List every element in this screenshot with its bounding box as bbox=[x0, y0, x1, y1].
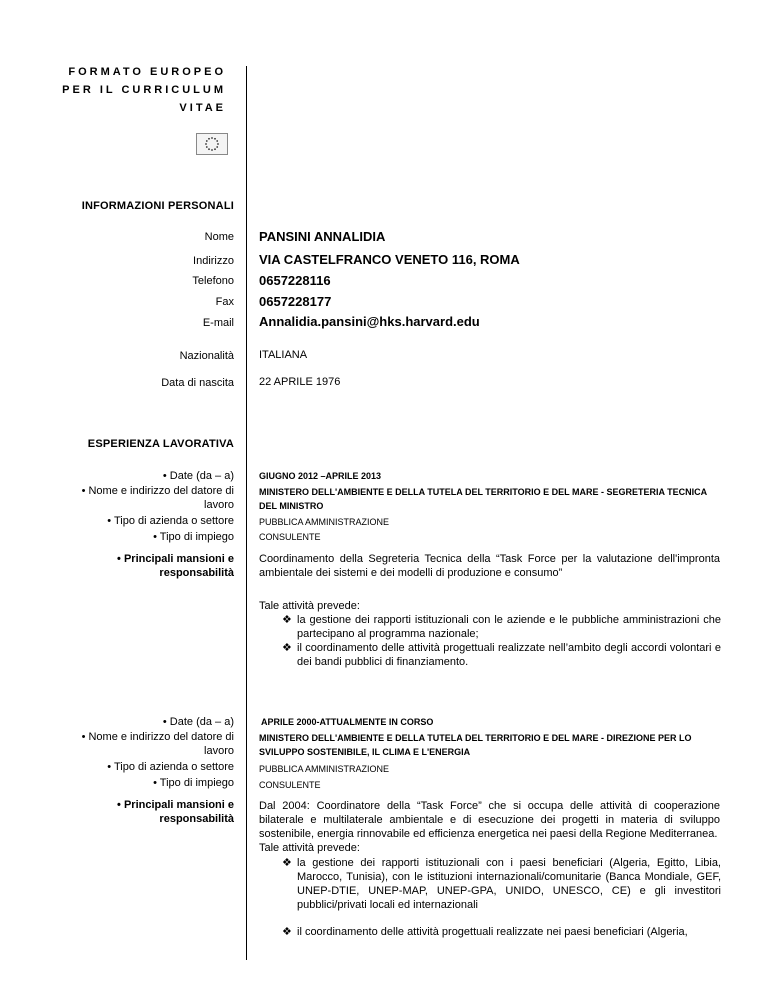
section-title-experience: ESPERIENZA LAVORATIVA bbox=[87, 438, 234, 450]
label-sector-1: • Tipo di azienda o settore bbox=[107, 515, 234, 527]
job-1-description: Coordinamento della Segreteria Tecnica della “Task Force per la valutazione dell'impronta ambientale dei sistemi e dei modelli di produzione e consumo” bbox=[259, 553, 720, 579]
label-telefono: Telefono bbox=[192, 275, 234, 287]
job-2-sector: PUBBLICA AMMINISTRAZIONE bbox=[259, 764, 390, 774]
label-employer-1: • Nome e indirizzo del datore di lavoro bbox=[81, 485, 234, 511]
job-2-intro: Tale attività prevede: bbox=[259, 842, 360, 854]
bullet-icon: ❖ bbox=[282, 926, 292, 938]
bullet-icon: ❖ bbox=[282, 857, 292, 869]
label-duties-2: • Principali mansioni e responsabilità bbox=[117, 799, 234, 825]
label-data-nascita: Data di nascita bbox=[161, 377, 234, 389]
value-telefono: 0657228116 bbox=[259, 273, 331, 288]
eu-flag-icon bbox=[196, 133, 228, 155]
job-2-bullet-1: la gestione dei rapporti istituzionali con i paesi beneficiari (Algeria, Egitto, Libia, Marocco, Tunisia), con le istituzioni internazionali/comunitarie (Banca Mondiale, GEF, UNEP-DTIE, UNEP-MAP, UNEP-GPA, UNIDO, UNESCO, CE) e gli investitori pubblici/privati locali ed internazionali bbox=[297, 857, 721, 911]
label-employer-2: • Nome e indirizzo del datore di lavoro bbox=[81, 731, 234, 757]
label-nome: Nome bbox=[204, 231, 234, 243]
bullet-icon: ❖ bbox=[282, 642, 292, 654]
label-sector-2: • Tipo di azienda o settore bbox=[107, 761, 234, 773]
cv-title-line-3: VITAE bbox=[179, 102, 226, 114]
value-data-nascita: 22 APRILE 1976 bbox=[259, 376, 341, 388]
value-nome: PANSINI ANNALIDIA bbox=[259, 229, 386, 244]
job-1-intro: Tale attività prevede: bbox=[259, 600, 360, 612]
label-indirizzo: Indirizzo bbox=[193, 255, 234, 267]
job-1-role-type: CONSULENTE bbox=[259, 532, 321, 542]
job-2-date: APRILE 2000-ATTUALMENTE IN CORSO bbox=[261, 717, 434, 727]
job-1-employer: MINISTERO DELL'AMBIENTE E DELLA TUTELA DEL TERRITORIO E DEL MARE - SEGRETERIA TECNICA DEL MINISTRO bbox=[259, 487, 707, 511]
value-nazionalita: ITALIANA bbox=[259, 349, 308, 361]
column-divider bbox=[246, 66, 247, 960]
cv-title-line-1: FORMATO EUROPEO bbox=[68, 66, 226, 78]
job-2-employer: MINISTERO DELL'AMBIENTE E DELLA TUTELA DEL TERRITORIO E DEL MARE - DIREZIONE PER LO SVILUPPO SOSTENIBILE, IL CLIMA E L'ENERGIA bbox=[259, 733, 692, 757]
label-role-type-2: • Tipo di impiego bbox=[153, 777, 234, 789]
label-nazionalita: Nazionalità bbox=[179, 350, 234, 362]
job-1-date: GIUGNO 2012 –APRILE 2013 bbox=[259, 471, 382, 481]
value-indirizzo: VIA CASTELFRANCO VENETO 116, ROMA bbox=[259, 252, 520, 267]
cv-title-line-2: PER IL CURRICULUM bbox=[62, 84, 226, 96]
bullet-icon: ❖ bbox=[282, 614, 292, 626]
value-email[interactable]: Annalidia.pansini@hks.harvard.edu bbox=[259, 314, 480, 329]
job-1-bullet-1: la gestione dei rapporti istituzionali con le aziende e le pubbliche amministrazioni che partecipano al programma nazionale; bbox=[297, 614, 721, 640]
job-2-role-type: CONSULENTE bbox=[259, 780, 321, 790]
label-date-1: • Date (da – a) bbox=[162, 470, 234, 482]
job-2-bullet-2: il coordinamento delle attività progettuali realizzate nei paesi beneficiari (Algeria, bbox=[297, 926, 688, 938]
label-role-type-1: • Tipo di impiego bbox=[153, 531, 234, 543]
value-fax: 0657228177 bbox=[259, 294, 332, 309]
label-email: E-mail bbox=[202, 317, 234, 329]
job-1-bullet-2: il coordinamento delle attività progettuali realizzate nell’ambito degli accordi volontari e dei bandi pubblici di finanziamento. bbox=[297, 642, 721, 668]
section-title-personal: INFORMAZIONI PERSONALI bbox=[81, 200, 234, 212]
job-2-description: Dal 2004: Coordinatore della “Task Force” che si occupa delle attività di cooperazione bilaterale e multilaterale ambientale e di esecuzione dei progetti in materia di sviluppo sostenibile, energia rinnovabile ed efficienza energetica nei paesi della Regione Mediterranea. bbox=[259, 800, 720, 840]
label-duties-1: • Principali mansioni e responsabilità bbox=[117, 553, 234, 579]
job-1-sector: PUBBLICA AMMINISTRAZIONE bbox=[259, 517, 390, 527]
label-date-2: • Date (da – a) bbox=[162, 716, 234, 728]
label-fax: Fax bbox=[215, 296, 234, 308]
